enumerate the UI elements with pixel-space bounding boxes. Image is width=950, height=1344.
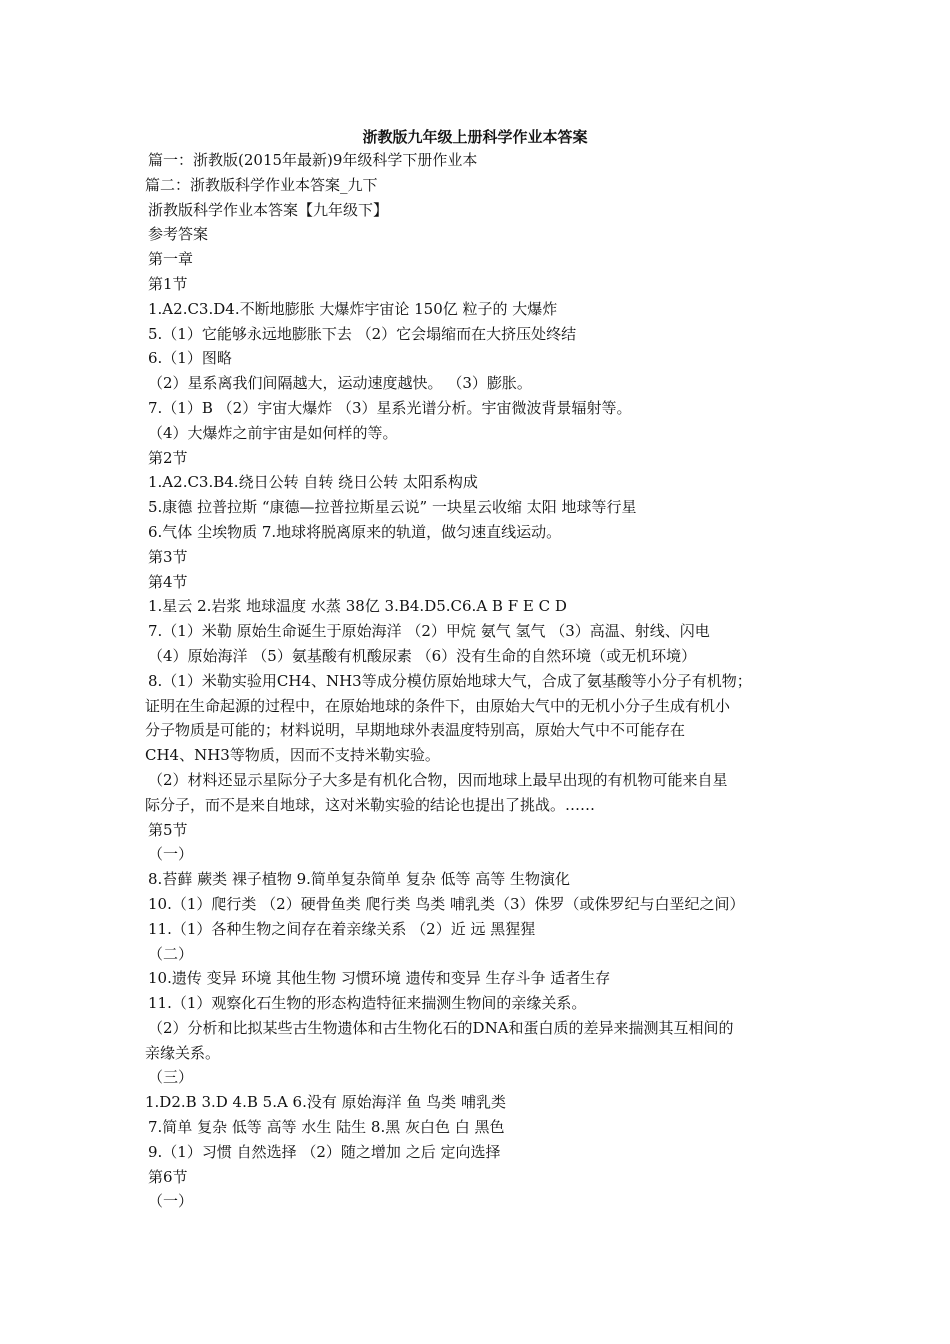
text-line: 第一章 [148,250,194,269]
text-line: （三） [148,1068,194,1087]
text-line: 1.星云 2.岩浆 地球温度 水蒸 38亿 3.B4.D5.C6.A B F E C D [148,597,567,616]
text-line: 8.苔藓 蕨类 裸子植物 9.简单复杂简单 复杂 低等 高等 生物演化 [148,870,571,889]
text-line: 第2节 [148,448,188,467]
document-body [145,148,825,1214]
text-line: 第4节 [148,572,188,591]
text-line: 篇一：浙教版(2015年最新)9年级科学下册作业本 [148,151,478,169]
text-line: （2）材料还显示星际分子大多是有机化合物，因而地球上最早出现的有机物可能来自星 [148,770,728,789]
text-line: 5.康德 拉普拉斯 “康德—拉普拉斯星云说” 一块星云收缩 太阳 地球等行星 [148,498,637,517]
text-line: 篇二：浙教版科学作业本答案_九下 [145,175,378,194]
text-line: 第1节 [148,274,188,293]
text-line: 10.遗传 变异 环境 其他生物 习惯环境 遗传和变异 生存斗争 适者生存 [148,969,611,988]
text-line: 第3节 [148,547,188,566]
text-line: 6.气体 尘埃物质 7.地球将脱离原来的轨道，做匀速直线运动。 [148,522,562,541]
text-line: 1.D2.B 3.D 4.B 5.A 6.没有 原始海洋 鱼 鸟类 哺乳类 [145,1093,506,1112]
text-line: 5.（1）它能够永远地膨胀下去 （2）它会塌缩而在大挤压处终结 [148,324,577,343]
text-line: 7.简单 复杂 低等 高等 水生 陆生 8.黑 灰白色 白 黑色 [148,1118,505,1137]
text-line: 7.（1）米勒 原始生命诞生于原始海洋 （2）甲烷 氨气 氢气 （3）高温、射线、闪电 [148,622,710,641]
text-line: 参考答案 [148,225,209,244]
text-line: （一） [148,845,194,864]
text-line: 1.A2.C3.B4.绕日公转 自转 绕日公转 太阳系构成 [148,473,478,492]
text-line: （一） [148,1192,194,1211]
text-line: 第5节 [148,820,188,839]
text-line: 亲缘关系。 [145,1043,221,1062]
text-line: 9.（1）习惯 自然选择 （2）随之增加 之后 定向选择 [148,1142,501,1161]
text-line: 11.（1）各种生物之间存在着亲缘关系 （2）近 远 黑猩猩 [148,919,536,938]
text-line: 10.（1）爬行类 （2）硬骨鱼类 爬行类 鸟类 哺乳类（3）侏罗（或侏罗纪与白垩纪之间） [148,894,745,913]
text-line: CH4、NH3等物质，因而不支持米勒实验。 [145,746,440,765]
text-line: （2）星系离我们间隔越大，运动速度越快。 （3）膨胀。 [148,374,532,393]
text-line: 8.（1）米勒实验用CH4、NH3等成分模仿原始地球大气，合成了氨基酸等小分子有机物； [148,671,752,690]
text-line: （4）原始海洋 （5）氨基酸有机酸尿素 （6）没有生命的自然环境（或无机环境） [148,646,697,665]
text-line: 浙教版科学作业本答案【九年级下】 [148,200,389,219]
text-line: （二） [148,944,194,963]
document-title: 浙教版九年级上册科学作业本答案 [362,128,588,146]
text-line: 证明在生命起源的过程中，在原始地球的条件下，由原始大气中的无机小分子生成有机小 [145,696,731,715]
text-line: 第6节 [148,1167,188,1186]
text-line: 分子物质是可能的；材料说明，早期地球外表温度特别高，原始大气中不可能存在 [145,721,686,740]
text-line: 1.A2.C3.D4.不断地膨胀 大爆炸宇宙论 150亿 粒子的 大爆炸 [148,299,558,318]
text-line: 6.（1）图略 [148,349,232,368]
text-line: 际分子，而不是来自地球，这对米勒实验的结论也提出了挑战。…… [145,795,596,814]
text-line: （4）大爆炸之前宇宙是如何样的等。 [148,423,398,442]
text-line: 7.（1）B （2）宇宙大爆炸 （3）星系光谱分析。宇宙微波背景辐射等。 [148,398,632,417]
text-line: 11.（1）观察化石生物的形态构造特征来揣测生物间的亲缘关系。 [148,994,587,1013]
text-line: （2）分析和比拟某些古生物遗体和古生物化石的DNA和蛋白质的差异来揣测其互相间的 [148,1018,734,1037]
